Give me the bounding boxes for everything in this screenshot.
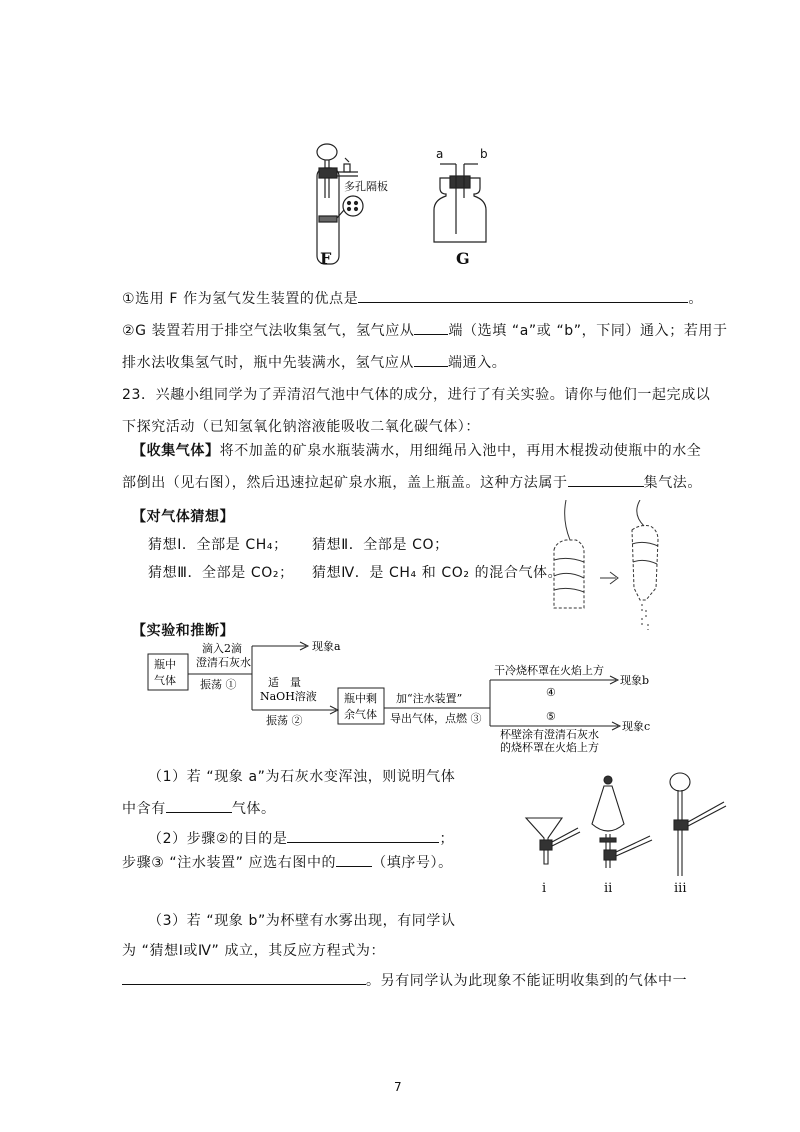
- apparatus-iii-label: iii: [674, 881, 687, 896]
- q23-sub2-line1: （2）步骤②的目的是 ；: [148, 828, 454, 848]
- flow-step2-top2: NaOH溶液: [260, 690, 317, 703]
- q23-sub3-line1: （3）若 “现象 b”为杯壁有水雾出现，有同学认: [148, 913, 456, 929]
- q22-line3: 排水法收集氢气时，瓶中先装满水，氢气应从 端通入。: [122, 352, 506, 372]
- flow-step2-top1: 适 量: [268, 676, 301, 689]
- collect-line2: 部倒出（见右图），然后迅速拉起矿泉水瓶，盖上瓶盖。这种方法属于 集气法。: [122, 472, 702, 492]
- q23-sub2-line2: 步骤③ “注水装置” 应选右图中的 （填序号）。: [122, 852, 453, 872]
- answer-blank[interactable]: [122, 970, 366, 985]
- q23-sub3-line3: 。另有同学认为此现象不能证明收集到的气体中一: [122, 970, 687, 990]
- figure-f-label: F: [320, 249, 332, 268]
- q23-intro2: 下探究活动（已知氢氧化钠溶液能吸收二氧化碳气体）：: [122, 419, 480, 435]
- flow-step3-bottom: 导出气体，点燃 ③: [390, 712, 482, 725]
- page-number: 7: [394, 1080, 402, 1094]
- guess-3: 猜想Ⅲ．全部是 CO₂；: [148, 565, 294, 581]
- answer-blank[interactable]: [287, 828, 439, 843]
- answer-blank[interactable]: [568, 472, 644, 487]
- q23-sub1-line1: （1）若 “现象 a”为石灰水变浑浊，则说明气体: [148, 769, 456, 785]
- flow-box2-line1: 瓶中剩: [344, 692, 377, 705]
- porous-plate-label: 多孔隔板: [344, 180, 388, 193]
- apparatus-g: [434, 164, 486, 242]
- port-b-label: b: [480, 147, 488, 161]
- figure-g-label: G: [456, 249, 470, 268]
- apparatus-ii-label: ii: [604, 881, 613, 896]
- phenomenon-c: 现象c: [622, 720, 651, 733]
- answer-blank[interactable]: [336, 852, 372, 867]
- guess-heading: 【对气体猜想】: [132, 509, 235, 525]
- flow-box1-line1: 瓶中: [154, 658, 176, 671]
- experiment-heading: 【实验和推断】: [132, 623, 235, 639]
- flow-step2-bottom: 振荡 ②: [266, 714, 303, 727]
- guess-2: 猜想Ⅱ．全部是 CO；: [312, 537, 449, 553]
- q22-line2: ②G 装置若用于排空气法收集氢气，氢气应从 端（选填 “a”或 “b”，下同）通入；若用于: [122, 320, 728, 340]
- experiment-flowchart: [140, 634, 700, 754]
- phenomenon-a: 现象a: [312, 640, 341, 653]
- flow-step1-top1: 滴入2滴: [202, 642, 242, 655]
- flow-step3-top: 加“注水装置”: [396, 692, 463, 705]
- answer-blank[interactable]: [358, 288, 688, 303]
- phenomenon-b: 现象b: [620, 674, 650, 687]
- flow-step5-num: ⑤: [546, 710, 556, 723]
- apparatus-f-g-figure: [300, 138, 520, 268]
- flow-step4-top: 干冷烧杯罩在火焰上方: [494, 664, 604, 677]
- flow-step1-bottom: 振荡 ①: [200, 678, 237, 691]
- bottle-collection-figure: [548, 500, 678, 636]
- q23-sub3-line2: 为 “猜想Ⅰ或Ⅳ” 成立，其反应方程式为：: [122, 943, 386, 959]
- apparatus-f: [317, 144, 363, 264]
- apparatus-i-label: i: [542, 881, 547, 896]
- answer-blank[interactable]: [414, 320, 448, 335]
- q23-intro1: 23．兴趣小组同学为了弄清沼气池中气体的成分，进行了有关实验。请你与他们一起完成以: [122, 387, 711, 403]
- flow-step4-num: ④: [546, 686, 556, 699]
- water-injection-apparatus-figure: [520, 768, 740, 900]
- collect-line1: 【收集气体】将不加盖的矿泉水瓶装满水，用细绳吊入池中，再用木棍拨动使瓶中的水全: [132, 443, 702, 459]
- q23-sub1-line2: 中含有 气体。: [122, 798, 276, 818]
- guess-1: 猜想Ⅰ．全部是 CH₄；: [148, 537, 288, 553]
- q22-line1: ①选用 F 作为氢气发生装置的优点是 。: [122, 288, 703, 308]
- answer-blank[interactable]: [166, 798, 232, 813]
- answer-blank[interactable]: [414, 352, 448, 367]
- flow-step5-bottom1: 杯壁涂有澄清石灰水: [500, 728, 599, 741]
- flow-step5-bottom2: 的烧杯罩在火焰上方: [500, 741, 599, 754]
- guess-4: 猜想Ⅳ．是 CH₄ 和 CO₂ 的混合气体。: [312, 565, 563, 581]
- port-a-label: a: [436, 147, 444, 161]
- flow-box2-line2: 余气体: [344, 708, 377, 721]
- flow-step1-top2: 澄清石灰水: [196, 656, 251, 669]
- flow-box1-line2: 气体: [154, 674, 176, 687]
